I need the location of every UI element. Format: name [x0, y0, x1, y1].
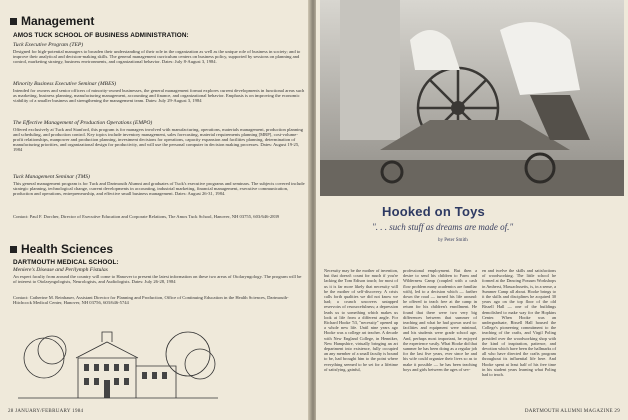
program-name: Meniere's Disease and Perilymph Fistulas: [13, 267, 108, 273]
square-bullet-icon: [10, 246, 17, 253]
health-contact: Contact: Catherine M. Reinhauer, Assistant Director for Planning and Production, Office of Continuing Education in the Health Sciences, Dartmouth-Hitchcock Medical Center, Hanover, NH 03756, 603/646-5744: [13, 295, 289, 306]
toy-photograph: [320, 0, 624, 196]
article-column: Necessity may be the mother of invention, but that doesn't count for much if you're lacking the Tom Edison touch; for most of us it is far more likely that necessity will be the mother of self-discovery. A crisis calls forth qualities we did not know we had; a crunch uncovers untapped reservoirs of resourcefulness; a depression leads us to something which makes us look at life from a different angle. For Richard Hooke '53, "necessity" opened up a whole new life. Until nine years ago Hooke was a college art teacher. A decade with New England College, in Henniker, New Hampshire, virtually bringing an art department into existence, fully occupied an any member of a small faculty is bound to be, had brought him to the point where everything seemed to be set for a lifetime of satisfying, gainful,: [324, 268, 398, 372]
campus-building-illustration: [18, 328, 218, 400]
left-page: [0, 0, 310, 420]
program-name: Minority Business Executive Seminar (MBES): [13, 81, 117, 87]
page-folio: 28 JANUARY/FEBRUARY 1984: [8, 409, 84, 414]
program-description: Intended for owners and senior officers of minority-owned businesses, the general management format explores current developments in functional areas such as marketing, business planning, manufacturing management, accounting and finance, and organizational behavior. Emphasis is on improving the economic viability of a smaller business and strengthening the management team. Dates: July 29-August 3, 1984: [13, 88, 305, 104]
article-title: Hooked on Toys: [382, 204, 485, 219]
square-bullet-icon: [10, 18, 17, 25]
page-folio: DARTMOUTH ALUMNI MAGAZINE 29: [524, 409, 620, 414]
medical-school-name: DARTMOUTH MEDICAL SCHOOL:: [13, 259, 119, 266]
article-subtitle: ". . . such stuff as dreams are made of.": [372, 222, 514, 232]
article-column: en and twelve the skills and satisfactions of woodworking. The little school he formed at the Dancing Possum Workshops in Amherst, Massachusetts, is, in a sense, a Summer Camp all about. Hooke brings to it the skills and disciplines he acquired 30 years ago on the top floor of the old Bissell Hall — one of the buildings demolished to make way for the Hopkins Center. When Hooke was an undergraduate, Bissell Hall housed the College's pioneering commitment to the teaching of the crafts, and Virgil Poling presided over the woodworking shop with the kind of inspiration, patience, and devotion which have been the hallmarks of all who have directed the crafts program throughout its influential life here. And Hooke spent at least half of his free time in his student years learning what Poling had to teach.: [482, 268, 556, 378]
article-column: professional employment. But then a desire to send his children to Farm and Wilderness Camp (coupled with a cash flow problem many academics are familiar with), led to a decision which — farther down the road — turned his life around: he offered to teach free at the camp in return for his children's enrollment. He found that there were two very big differences between that summer of teaching and what he had grown used to: facilities and equipment were minimal, and his students were grade school age. And, perhaps most important, he enjoyed the experience vastly. What Hooke did that summer he has been doing as a regular job for the last five years, ever since he and his wife could organize their lives so as to make it possible — he has been teaching boys and girls between the ages of sev-: [403, 268, 477, 372]
program-name: The Effective Management of Production Operations (EMPO): [13, 120, 153, 126]
tuck-school-name: AMOS TUCK SCHOOL OF BUSINESS ADMINISTRATION:: [13, 32, 189, 39]
management-contact: Contact: Paul F. Dorcher, Director of Executive Education and Corporate Relations, The Amos Tuck School, Hanover, NH 03755, 603/646-2839: [13, 214, 280, 219]
program-description: This general management program is for Tuck and Dartmouth Alumni and graduates of Tuck's executive programs and seminars. The subjects covered include strategic planning, technological change, current developments in accounting, industrial marketing, financial management, executive communication, production and operations, entrepreneurship, and effective small business management. Dates: August 26-31, 1984.: [13, 181, 305, 197]
program-description: An expert faculty from around the country will come to Hanover to present the latest information on these two areas of Otolaryngology. The program will be of interest to Otolaryngologists, Neurologists, and Audiologists. Dates: July 26-28, 1984: [13, 274, 302, 285]
health-sciences-heading: Health Sciences: [10, 242, 113, 256]
article-byline: by Peter Smith: [438, 238, 468, 243]
program-name: Tuck Management Seminar (TMS): [13, 174, 90, 180]
right-page: [316, 0, 628, 420]
program-description: Designed for high-potential managers to broaden their understanding of their role in the organization as well as the unique role of business in society; and to improve their analytical and decision-making skills. The general management curriculum centers on business policy, supported by sessions on planning and control, marketing strategy, business environments, and organizational behavior. Dates: July 8-August 3, 1984.: [13, 49, 301, 65]
program-name: Tuck Executive Program (TEP): [13, 42, 84, 48]
management-heading: Management: [10, 14, 94, 28]
program-description: Offered exclusively at Tuck and Stanford, this program is for managers involved with manufacturing, operations, materials management, production planning and scheduling, and production control. Key topics include inventory management, sales forecasting, material requirements planning [MRP], cost-volume-profit relationships, manpower and production planning, investment decisions for operations, capacity expansion and facilities planning, determination of manufacturing priorities, and organizational design for productivity, and will use the personal computer in decision making processes. Dates: August 19-25, 1984: [13, 127, 304, 153]
